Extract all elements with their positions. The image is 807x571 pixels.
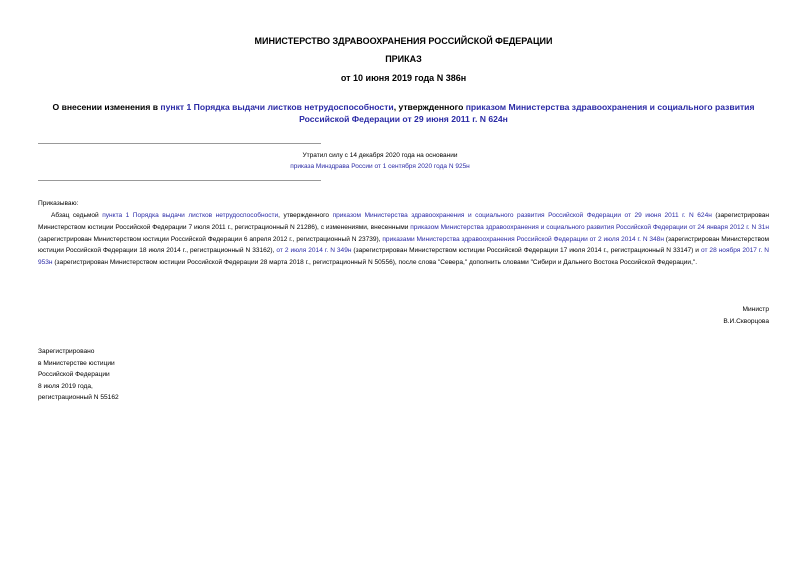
body-text-6: (зарегистрирован Министерством юстиции Российской Федерации 17 июля 2014 г., регистрационный N 33147) и bbox=[351, 247, 701, 255]
title-text-1: О внесении изменения в bbox=[52, 102, 161, 112]
title-link-order[interactable]: приказом Министерства здравоохранения и социального развития Российской Федерации от 29 июня 2011 г. N 624н bbox=[299, 102, 755, 124]
body-link-clause[interactable]: пункта 1 Порядка выдачи листков нетрудоспособности bbox=[102, 212, 279, 219]
ministry-heading: МИНИСТЕРСТВО ЗДРАВООХРАНЕНИЯ РОССИЙСКОЙ ФЕДЕРАЦИИ bbox=[254, 36, 553, 46]
bottom-divider bbox=[38, 180, 321, 181]
body-text-2: , утвержденного bbox=[278, 212, 333, 219]
body-text-3: (зарегистрирован Министерством юстиции Российской Федерации 7 июля 2011 г., регистрационный N 21286), с изменениями, внесенными bbox=[38, 212, 770, 231]
signer-position: Министр bbox=[742, 306, 769, 313]
registration-line-2: в Министерстве юстиции bbox=[38, 359, 115, 367]
doc-date-number: от 10 июня 2019 года N 386н bbox=[340, 73, 467, 83]
signer-name: В.И.Скворцова bbox=[723, 317, 769, 325]
status-link[interactable]: приказа Минздрава России от 1 сентября 2020 года N 925н bbox=[290, 163, 470, 170]
doc-type-heading: ПРИКАЗ bbox=[385, 54, 422, 64]
title-link-clause[interactable]: пункт 1 Порядка выдачи листков нетрудоспособности bbox=[160, 102, 394, 112]
body-link-order-953n[interactable]: от 28 ноября 2017 г. N 953н bbox=[38, 247, 769, 267]
body-link-order-349n[interactable]: от 2 июля 2014 г. N 349н bbox=[276, 247, 352, 255]
body-text-7: (зарегистрирован Министерством юстиции Российской Федерации 28 марта 2018 г., регистрационный N 50556), после слова "Севера," дополнить словами "Сибири и Дальнего Востока Российской Федерации,". bbox=[52, 259, 698, 267]
registration-line-3: Российской Федерации bbox=[38, 371, 110, 378]
document-title bbox=[30, 102, 777, 125]
body-link-order-31n[interactable]: приказом Министерства здравоохранения и социального развития Российской Федерации от 24 января 2012 г. N 31н bbox=[410, 223, 769, 231]
body-text-1: Абзац седьмой bbox=[51, 212, 103, 219]
title-text-2: , утвержденного bbox=[393, 102, 466, 112]
registration-line-1: Зарегистрировано bbox=[38, 348, 95, 355]
top-divider bbox=[38, 143, 321, 144]
body-text-4: (зарегистрирован Министерством юстиции Российской Федерации 6 апреля 2012 г., регистрационный N 23739), bbox=[38, 235, 383, 243]
status-note bbox=[60, 150, 700, 172]
registration-line-5: регистрационный N 55162 bbox=[38, 394, 119, 401]
body-link-order-624n[interactable]: приказом Министерства здравоохранения и социального развития Российской Федерации от 29 июня 2011 г. N 624н bbox=[332, 212, 712, 219]
order-body bbox=[38, 210, 769, 269]
status-line: Утратил силу с 14 декабря 2020 года на основании bbox=[302, 152, 458, 159]
registration-line-4: 8 июля 2019 года, bbox=[38, 382, 93, 390]
registration-block bbox=[38, 346, 119, 404]
body-link-order-348n[interactable]: приказами Министерства здравоохранения Российской Федерации от 2 июля 2014 г. N 348н bbox=[382, 235, 664, 243]
order-intro: Приказываю: bbox=[38, 200, 79, 207]
body-text-5: (зарегистрирован Министерством юстиции Российской Федерации 18 июля 2014 г., регистрационный N 33162), bbox=[38, 235, 769, 255]
signature-block bbox=[723, 304, 769, 327]
